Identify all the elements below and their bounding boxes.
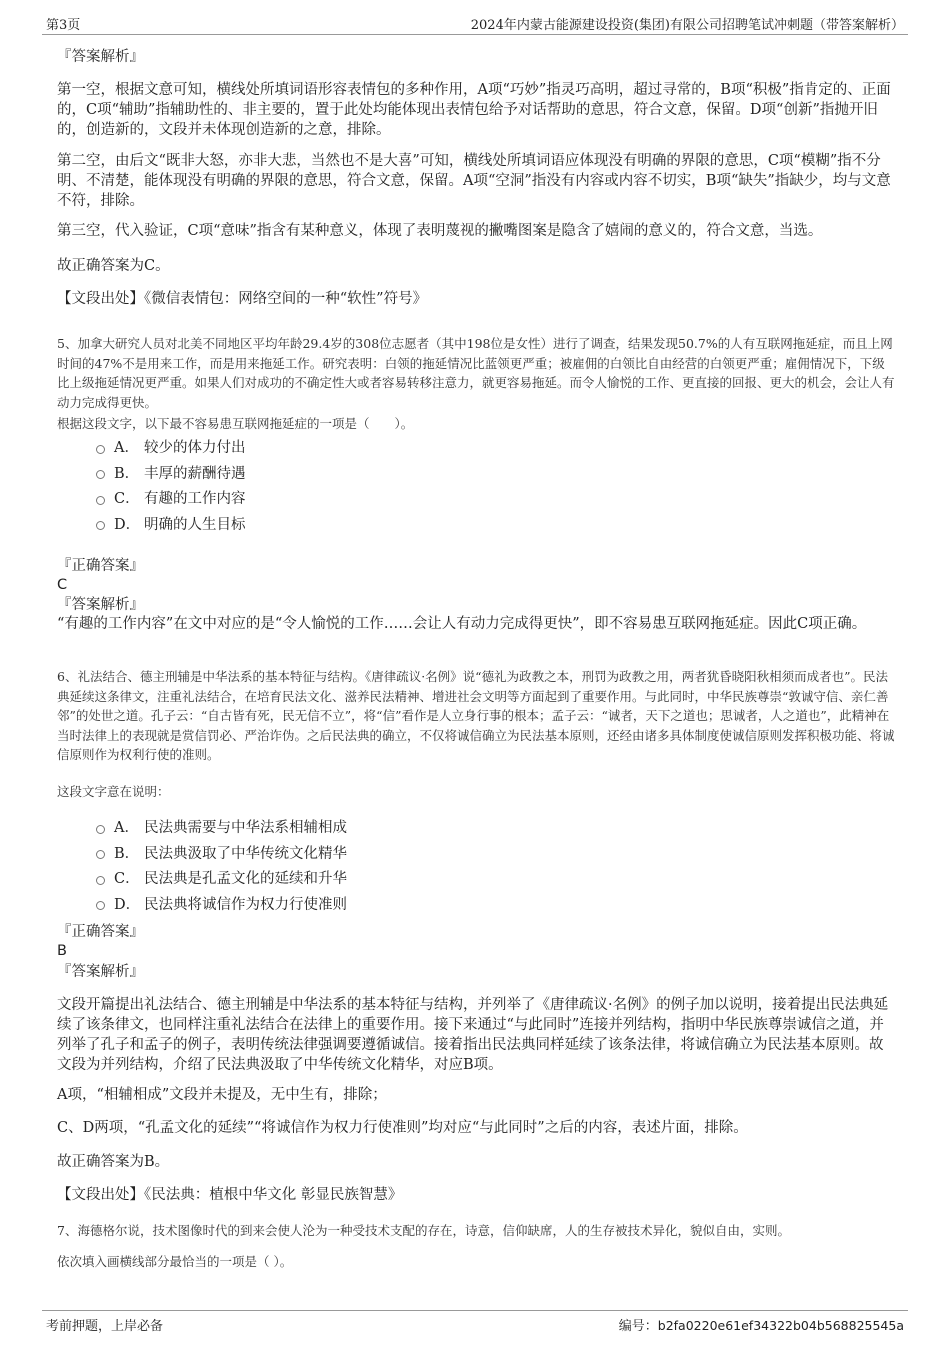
q6-stem: 6、礼法结合、德主刑辅是中华法系的基本特征与结构。《唐律疏议·名例》说“德礼为政教之本，刑罚为政教之用，两者犹昏晓阳秋相须而成者也”。民法典延续这条律文，注重礼法结合，在培育民法文化、滋养民法精神、增进社会文明等方面起到了重要作用。与此同时，中华民族尊崇“敦诚守信、亲仁善邻”的处世之道。孔子云：“自古皆有死，民无信不立”，将“信”看作是人立身行事的根本；孟子云：“诚者，天下之道也；思诚者，人之道也”，此精神在当时法律上的表现就是赏信罚必、严治诈伪。之后民法典的确立，不仅将诚信确立为民法基本原则，还经由诸多具体制度使诚信原则发挥积极功能、将诚信原则作为权利行使的准则。	[57, 669, 895, 762]
footer-code-label: 编号：	[618, 1319, 658, 1334]
q6-answer-heading: 『正确答案』	[57, 924, 144, 940]
footer-code	[619, 1315, 904, 1334]
q6-option-b[interactable]: B． 民法典汲取了中华传统文化精华	[96, 840, 496, 866]
q6-analysis-paragraph-3: C、D两项，“孔孟文化的延续”“将诚信作为权力行使准则”均对应“与此同时”之后的内容，表述片面，排除。	[57, 1120, 748, 1136]
q5-option-a[interactable]: A． 较少的体力付出	[96, 434, 496, 460]
q6-answer: B	[57, 943, 67, 959]
q7-question: 依次填入画横线部分最恰当的一项是（ ）。	[57, 1254, 293, 1269]
q6-option-a[interactable]: A． 民法典需要与中华法系相辅相成	[96, 814, 496, 840]
page-footer	[42, 1310, 908, 1335]
radio-icon[interactable]	[96, 521, 105, 530]
radio-icon[interactable]	[96, 850, 105, 859]
document-title: 2024年内蒙古能源建设投资(集团)有限公司招聘笔试冲刺题（带答案解析）	[470, 18, 904, 33]
q6-options	[96, 814, 496, 916]
radio-icon[interactable]	[96, 876, 105, 885]
q4-analysis-heading: 『答案解析』	[57, 49, 144, 65]
q5-answer: C	[57, 577, 68, 593]
q5-option-c[interactable]: C． 有趣的工作内容	[96, 485, 496, 511]
q5-analysis-heading: 『答案解析』	[57, 597, 144, 613]
page-header	[42, 12, 908, 35]
q6-option-c[interactable]: C． 民法典是孔孟文化的延续和升华	[96, 865, 496, 891]
q6-conclusion: 故正确答案为B。	[57, 1154, 170, 1170]
q7-stem: 7、海德格尔说，技术图像时代的到来会使人沦为一种受技术支配的存在，诗意，信仰缺席，人的生存被技术异化，貌似自由，实则。	[57, 1223, 790, 1238]
radio-icon[interactable]	[96, 445, 105, 454]
q6-question: 这段文字意在说明：	[57, 784, 170, 799]
footer-slogan: 考前押题，上岸必备	[46, 1319, 164, 1334]
q5-options	[96, 434, 496, 536]
radio-icon[interactable]	[96, 825, 105, 834]
q4-source: 【文段出处】《微信表情包：网络空间的一种“软性”符号》	[57, 291, 428, 307]
q6-analysis-heading: 『答案解析』	[57, 964, 144, 980]
radio-icon[interactable]	[96, 470, 105, 479]
q6-analysis-paragraph-2: A项，“相辅相成”文段并未提及，无中生有，排除；	[57, 1087, 387, 1103]
q4-conclusion: 故正确答案为C。	[57, 258, 170, 274]
q4-analysis-paragraph-1: 第一空，根据文意可知，横线处所填词语形容表情包的多种作用，A项“巧妙”指灵巧高明，超过寻常的，B项“积极”指肯定的、正面的，C项“辅助”指辅助性的、非主要的，置于此处均能体现出表情包给予对话帮助的意思，符合文意，保留。D项“创新”指抛开旧的，创造新的，文段并未体现创造新的之意，排除。	[57, 82, 891, 138]
q5-question: 根据这段文字，以下最不容易患互联网拖延症的一项是（ ）。	[57, 416, 414, 431]
radio-icon[interactable]	[96, 901, 105, 910]
page-number: 第3页	[46, 18, 81, 33]
radio-icon[interactable]	[96, 496, 105, 505]
q5-answer-heading: 『正确答案』	[57, 558, 144, 574]
q5-stem: 5、加拿大研究人员对北美不同地区平均年龄29.4岁的308位志愿者（其中198位是女性）进行了调查，结果发现50.7%的人有互联网拖延症，而且上网时间的47%不是用来工作，而是用来拖延工作。研究表明：白领的拖延情况比蓝领更严重；被雇佣的白领比自由经营的白领更严重；雇佣情况下，下级比上级拖延情况更严重。如果人们对成功的不确定性大或者容易转移注意力，就更容易拖延。而令人愉悦的工作、更直接的回报、更大的机会，会让人有动力完成得更快。	[57, 336, 895, 410]
q6-source: 【文段出处】《民法典：植根中华文化 彰显民族智慧》	[57, 1187, 403, 1203]
q4-analysis-paragraph-2: 第二空，由后文“既非大怒，亦非大悲，当然也不是大喜”可知，横线处所填词语应体现没有明确的界限的意思，C项“模糊”指不分明、不清楚，能体现没有明确的界限的意思，符合文意，保留。A项“空洞”指没有内容或内容不切实，B项“缺失”指缺少，均与文意不符，排除。	[57, 153, 891, 209]
q6-analysis-paragraph-1: 文段开篇提出礼法结合、德主刑辅是中华法系的基本特征与结构，并列举了《唐律疏议·名例》的例子加以说明，接着提出民法典延续了该条律文，也同样注重礼法结合在法律上的重要作用。接下来通过“与此同时”连接并列结构，指明中华民族尊崇诚信之道，并列举了孔子和孟子的例子，表明传统法律强调要遵循诚信。接着指出民法典同样延续了该条法律，将诚信确立为民法基本原则。故文段为并列结构，介绍了民法典汲取了中华传统文化精华，对应B项。	[57, 997, 889, 1073]
q4-analysis-paragraph-3: 第三空，代入验证，C项“意味”指含有某种意义，体现了表明蔑视的撇嘴图案是隐含了嬉闹的意义的，符合文意，当选。	[57, 223, 823, 239]
q5-option-b[interactable]: B． 丰厚的薪酬待遇	[96, 460, 496, 486]
q5-analysis: “有趣的工作内容”在文中对应的是“令人愉悦的工作……会让人有动力完成得更快”，即不容易患互联网拖延症。因此C项正确。	[57, 616, 867, 632]
footer-code-value: b2fa0220e61ef34322b04b568825545a	[657, 1318, 904, 1333]
q5-option-d[interactable]: D． 明确的人生目标	[96, 511, 496, 537]
q6-option-d[interactable]: D． 民法典将诚信作为权力行使准则	[96, 891, 496, 917]
